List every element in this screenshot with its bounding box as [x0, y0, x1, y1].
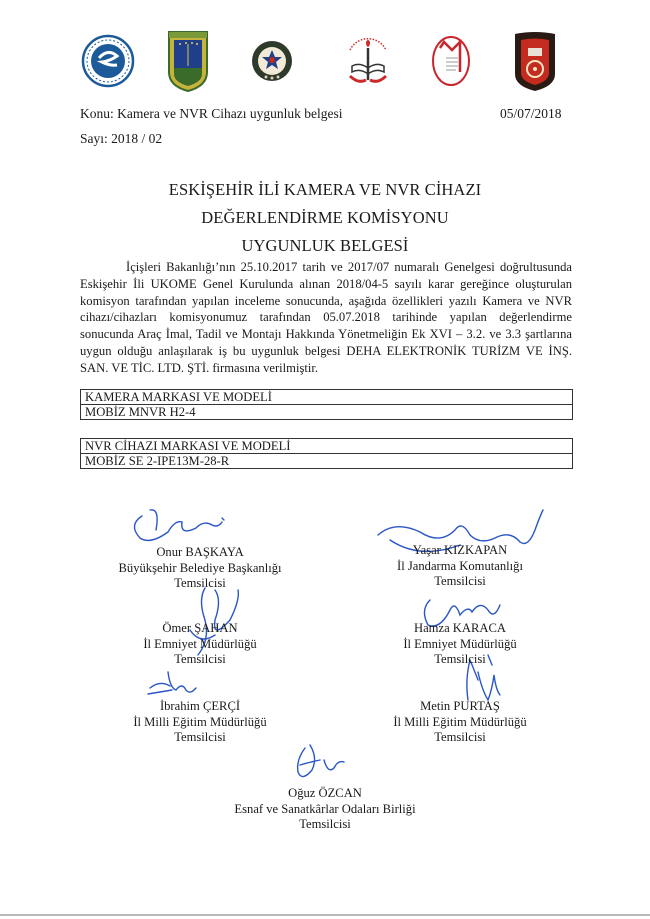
- signatory-institution: Esnaf ve Sanatkârlar Odaları Birliği: [234, 801, 416, 816]
- body-paragraph: [80, 259, 572, 377]
- document-number: Sayı: 2018 / 02: [80, 131, 163, 146]
- signatory-name: Yaşar KIZKAPAN: [412, 543, 508, 557]
- document-date: 05/07/2018: [500, 106, 562, 121]
- subject-line: Konu: Kamera ve NVR Cihazı uygunluk belgesi: [80, 106, 343, 121]
- eskisehir-buyuksehir-belediyesi-logo: [80, 28, 136, 94]
- signatory-name: Oğuz ÖZCAN: [288, 786, 362, 800]
- signatory-1: [80, 545, 320, 592]
- camera-model-value: MOBİZ MNVR H2-4: [81, 405, 573, 420]
- milli-egitim-bakanligi-logo: [342, 28, 394, 94]
- signatory-name: Hamza KARACA: [414, 621, 506, 635]
- signatory-5: [80, 699, 320, 746]
- signatory-institution: İl Jandarma Komutanlığı: [397, 558, 523, 573]
- camera-spec-table: [80, 389, 573, 420]
- nvr-model-value: MOBİZ SE 2-IPE13M-28-R: [81, 454, 573, 469]
- body-text: İçişleri Bakanlığı’nın 25.10.2017 tarih ve 2017/07 numaralı Genelgesi doğrultusunda Eskişehir İli UKOME Genel Kurulunda alınan 2018/04-5 sayılı karar gereğince oluşturulan komisyon tarafından yapılan inceleme sonucunda, aşağıda özellikleri yazılı Kamera ve NVR cihazı/cihazları komisyonumuz tarafından 05.07.2018 tarihinde yapılan değerlendirme sonucunda Araç İmal, Tadil ve Montajı Hakkında Yönetmeliğin Ek XVI – 3.2. ve 3.3 şartlarına uygun olduğu anlaşılarak iş bu uygunluk belgesi DEHA ELEKTRONİK TURİZM VE İNŞ. SAN. VE TİC. LTD. ŞTİ. firmasına verilmiştir.: [80, 260, 572, 375]
- signatory-institution: İl Emniyet Müdürlüğü: [143, 636, 257, 651]
- signatory-role: Temsilcisi: [174, 652, 226, 666]
- signatory-name: Metin PURTAŞ: [420, 699, 500, 713]
- logo-row: [0, 28, 650, 94]
- signatory-institution: İl Emniyet Müdürlüğü: [403, 636, 517, 651]
- signatory-6: [340, 699, 580, 746]
- signatory-name: Onur BAŞKAYA: [156, 545, 244, 559]
- signature-baskaya: [134, 510, 224, 541]
- nvr-spec-table: [80, 438, 573, 469]
- signatory-institution: İl Milli Eğitim Müdürlüğü: [393, 714, 527, 729]
- signatory-role: Temsilcisi: [174, 730, 226, 744]
- camera-table-header: KAMERA MARKASI VE MODELİ: [81, 390, 573, 405]
- signatory-7: [205, 786, 445, 833]
- signature-ozcan: [298, 745, 344, 777]
- scan-page-edge: [0, 914, 650, 916]
- nvr-table-header: NVR CİHAZI MARKASI VE MODELİ: [81, 439, 573, 454]
- document-title: [0, 176, 650, 260]
- signatory-role: Temsilcisi: [434, 574, 486, 588]
- signatory-role: Temsilcisi: [174, 576, 226, 590]
- signatory-institution: İl Milli Eğitim Müdürlüğü: [133, 714, 267, 729]
- signatory-4: [340, 621, 580, 668]
- title-line-1: ESKİŞEHİR İLİ KAMERA VE NVR CİHAZI: [168, 180, 482, 199]
- jandarma-logo: [166, 28, 210, 94]
- signatory-name: Ömer ŞAHAN: [162, 621, 238, 635]
- signature-cerci: [148, 672, 196, 694]
- soforler-odasi-logo: [512, 28, 558, 94]
- signatory-2: [340, 543, 580, 590]
- signatory-3: [80, 621, 320, 668]
- signatory-name: İbrahim ÇERÇİ: [159, 699, 241, 713]
- signatory-role: Temsilcisi: [299, 817, 351, 831]
- title-line-2: DEĞERLENDİRME KOMİSYONU: [201, 208, 449, 227]
- title-line-3: UYGUNLUK BELGESİ: [241, 236, 409, 255]
- esnaf-odalari-logo: [430, 28, 472, 94]
- signatory-institution: Büyükşehir Belediye Başkanlığı: [118, 560, 282, 575]
- emniyet-logo: [250, 28, 294, 94]
- signatory-role: Temsilcisi: [434, 730, 486, 744]
- signatory-role: Temsilcisi: [434, 652, 486, 666]
